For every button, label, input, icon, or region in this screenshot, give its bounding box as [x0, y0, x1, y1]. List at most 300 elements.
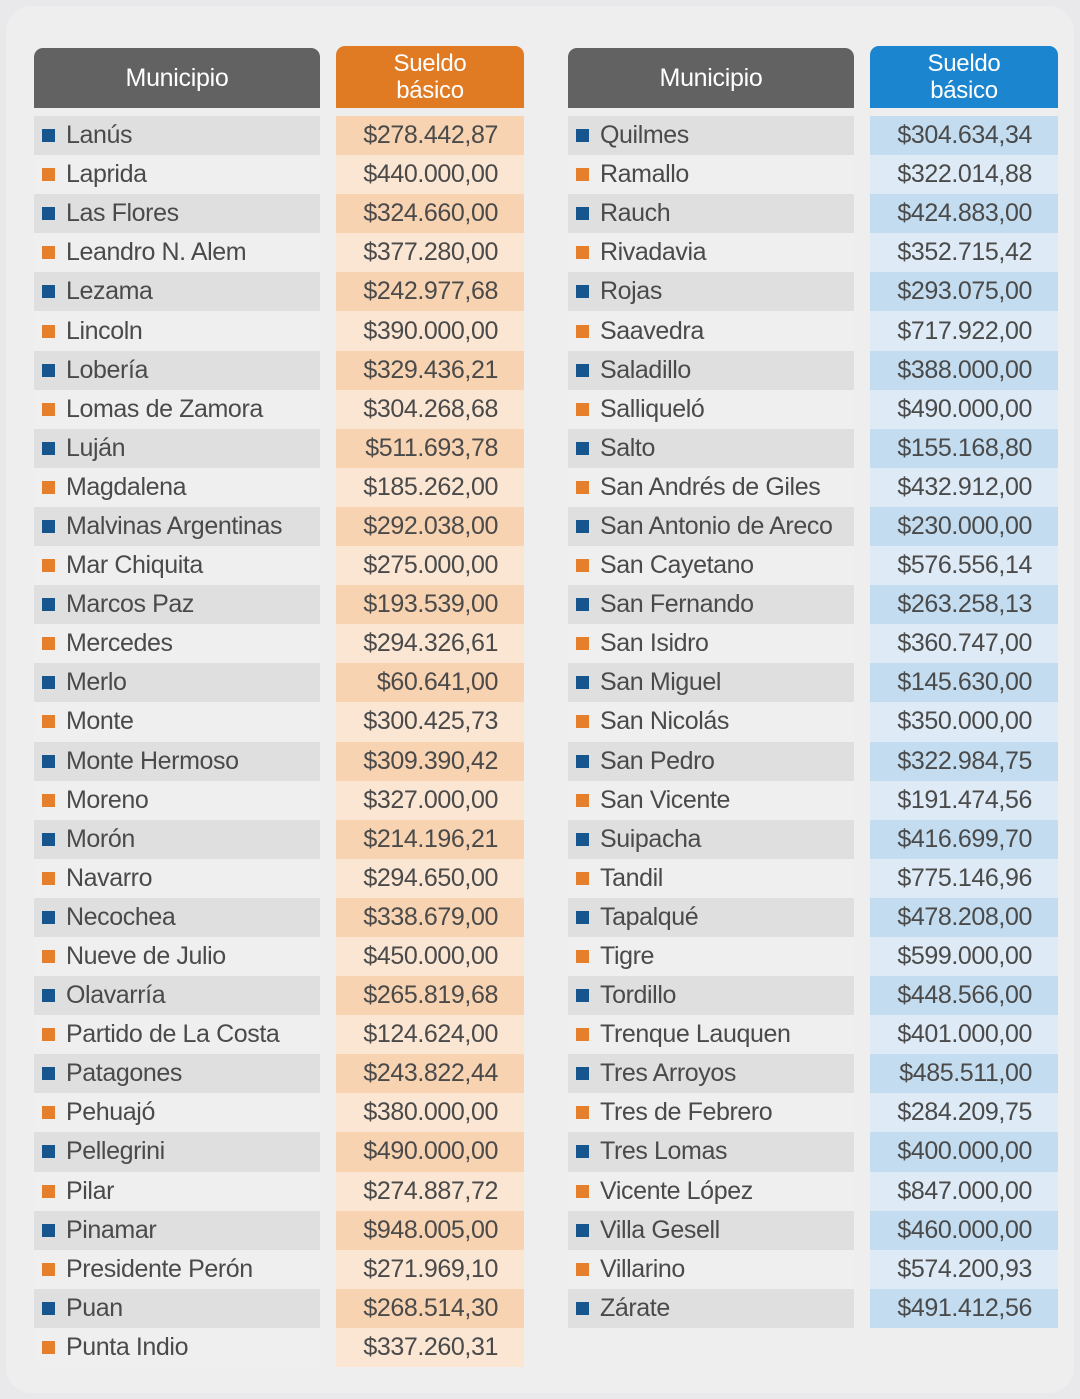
- table-row: [34, 1054, 524, 1093]
- table-row: [568, 742, 1058, 781]
- sueldo-value: $599.000,00: [870, 937, 1058, 976]
- municipio-cell: [34, 859, 320, 898]
- sueldo-value: $155.168,80: [870, 429, 1058, 468]
- table-row: [568, 546, 1058, 585]
- square-bullet-icon: [42, 872, 55, 885]
- sueldo-value: $490.000,00: [870, 390, 1058, 429]
- table-row: [34, 859, 524, 898]
- municipio-name: Patagones: [66, 1059, 182, 1088]
- table-row: [568, 624, 1058, 663]
- municipio-cell: [34, 546, 320, 585]
- municipio-cell: [568, 1172, 854, 1211]
- municipio-cell: [34, 116, 320, 155]
- square-bullet-icon: [42, 285, 55, 298]
- municipio-cell: [34, 1250, 320, 1289]
- municipio-name: Punta Indio: [66, 1332, 189, 1361]
- municipio-name: Pehuajó: [66, 1098, 155, 1127]
- municipio-name: Mar Chiquita: [66, 551, 203, 580]
- municipio-name: Villa Gesell: [600, 1215, 720, 1244]
- square-bullet-icon: [42, 833, 55, 846]
- square-bullet-icon: [42, 559, 55, 572]
- square-bullet-icon: [42, 950, 55, 963]
- sueldo-value: $191.474,56: [870, 781, 1058, 820]
- table-row: [34, 468, 524, 507]
- municipio-cell: [568, 546, 854, 585]
- municipio-name: Quilmes: [600, 121, 689, 150]
- square-bullet-icon: [42, 676, 55, 689]
- sueldo-value: $448.566,00: [870, 976, 1058, 1015]
- square-bullet-icon: [576, 794, 589, 807]
- municipio-name: San Cayetano: [600, 551, 754, 580]
- table-row: [34, 311, 524, 350]
- sueldo-value: $380.000,00: [336, 1093, 524, 1132]
- sueldo-value: $511.693,78: [336, 429, 524, 468]
- municipio-name: Lomas de Zamora: [66, 394, 263, 423]
- municipio-name: Tres de Febrero: [600, 1098, 773, 1127]
- sueldo-value: $322.984,75: [870, 742, 1058, 781]
- table-row: [34, 390, 524, 429]
- table-row: [568, 937, 1058, 976]
- square-bullet-icon: [42, 168, 55, 181]
- table-row: [34, 272, 524, 311]
- square-bullet-icon: [576, 442, 589, 455]
- table-row: [34, 1015, 524, 1054]
- table-row: [34, 742, 524, 781]
- municipio-name: Marcos Paz: [66, 590, 194, 619]
- municipio-cell: [568, 233, 854, 272]
- table-row: [568, 1211, 1058, 1250]
- municipio-name: Luján: [66, 433, 126, 462]
- municipio-name: San Andrés de Giles: [600, 472, 821, 501]
- square-bullet-icon: [42, 989, 55, 1002]
- municipio-name: Merlo: [66, 668, 127, 697]
- table-row: [568, 1093, 1058, 1132]
- square-bullet-icon: [576, 989, 589, 1002]
- municipio-cell: [34, 1093, 320, 1132]
- municipio-cell: [34, 194, 320, 233]
- square-bullet-icon: [42, 1106, 55, 1119]
- municipio-cell: [34, 585, 320, 624]
- sueldo-value: $324.660,00: [336, 194, 524, 233]
- square-bullet-icon: [576, 872, 589, 885]
- sueldo-value: $294.650,00: [336, 859, 524, 898]
- municipio-cell: [34, 351, 320, 390]
- table-row: [568, 429, 1058, 468]
- municipio-name: Moreno: [66, 785, 149, 814]
- sueldo-value: $304.634,34: [870, 116, 1058, 155]
- sueldo-value: $193.539,00: [336, 585, 524, 624]
- municipio-name: Lezama: [66, 277, 153, 306]
- municipio-name: Olavarría: [66, 981, 166, 1010]
- table-row: [34, 1250, 524, 1289]
- table-row: [568, 311, 1058, 350]
- square-bullet-icon: [576, 1185, 589, 1198]
- sueldo-value: $485.511,00: [870, 1054, 1058, 1093]
- salary-card: [6, 6, 1074, 1393]
- municipio-name: Saavedra: [600, 316, 704, 345]
- table-row: [568, 233, 1058, 272]
- municipio-cell: [568, 898, 854, 937]
- municipio-cell: [568, 663, 854, 702]
- square-bullet-icon: [576, 481, 589, 494]
- table-row: [568, 898, 1058, 937]
- table-row: [34, 820, 524, 859]
- square-bullet-icon: [42, 715, 55, 728]
- sueldo-value: $292.038,00: [336, 507, 524, 546]
- sueldo-value: $390.000,00: [336, 311, 524, 350]
- right-salary-table: [568, 46, 1058, 1328]
- municipio-cell: [34, 820, 320, 859]
- sueldo-value: $294.326,61: [336, 624, 524, 663]
- sueldo-value: $214.196,21: [336, 820, 524, 859]
- municipio-name: San Miguel: [600, 668, 722, 697]
- square-bullet-icon: [576, 168, 589, 181]
- municipio-name: Tordillo: [600, 981, 676, 1010]
- sueldo-value: $440.000,00: [336, 155, 524, 194]
- square-bullet-icon: [42, 442, 55, 455]
- table-row: [34, 1172, 524, 1211]
- municipio-name: San Fernando: [600, 590, 754, 619]
- municipio-name: Lobería: [66, 355, 148, 384]
- sueldo-value: $337.260,31: [336, 1328, 524, 1367]
- municipio-name: Rivadavia: [600, 238, 707, 267]
- sueldo-value: $145.630,00: [870, 663, 1058, 702]
- square-bullet-icon: [576, 715, 589, 728]
- sueldo-value: $329.436,21: [336, 351, 524, 390]
- table-row: [34, 624, 524, 663]
- municipio-name: Rauch: [600, 199, 671, 228]
- sueldo-value: $327.000,00: [336, 781, 524, 820]
- sueldo-value: $275.000,00: [336, 546, 524, 585]
- square-bullet-icon: [576, 833, 589, 846]
- square-bullet-icon: [42, 481, 55, 494]
- municipio-name: Villarino: [600, 1254, 685, 1283]
- municipio-name: Morón: [66, 824, 135, 853]
- municipio-cell: [34, 1132, 320, 1171]
- sueldo-value: $284.209,75: [870, 1093, 1058, 1132]
- municipio-column-header: Municipio: [568, 48, 854, 108]
- table-row: [34, 194, 524, 233]
- municipio-name: Nueve de Julio: [66, 942, 226, 971]
- sueldo-value: $268.514,30: [336, 1289, 524, 1328]
- square-bullet-icon: [42, 794, 55, 807]
- municipio-cell: [568, 1015, 854, 1054]
- square-bullet-icon: [576, 950, 589, 963]
- municipio-name: Rojas: [600, 277, 662, 306]
- municipio-name: San Vicente: [600, 785, 730, 814]
- square-bullet-icon: [42, 637, 55, 650]
- table-row: [34, 546, 524, 585]
- table-row: [568, 663, 1058, 702]
- square-bullet-icon: [42, 1185, 55, 1198]
- municipio-cell: [34, 429, 320, 468]
- municipio-cell: [568, 742, 854, 781]
- municipio-name: San Isidro: [600, 629, 709, 658]
- municipio-name: Saladillo: [600, 355, 691, 384]
- municipio-name: Tigre: [600, 942, 655, 971]
- table-row: [568, 390, 1058, 429]
- municipio-name: Suipacha: [600, 824, 702, 853]
- municipio-cell: [34, 1054, 320, 1093]
- municipio-name: Lanús: [66, 121, 133, 150]
- sueldo-value: $401.000,00: [870, 1015, 1058, 1054]
- sueldo-value: $352.715,42: [870, 233, 1058, 272]
- sueldo-value: $400.000,00: [870, 1132, 1058, 1171]
- municipio-name: Pellegrini: [66, 1137, 165, 1166]
- municipio-name: Pinamar: [66, 1215, 157, 1244]
- square-bullet-icon: [42, 520, 55, 533]
- sueldo-value: $478.208,00: [870, 898, 1058, 937]
- table-row: [568, 155, 1058, 194]
- sueldo-value: $948.005,00: [336, 1211, 524, 1250]
- sueldo-value: $490.000,00: [336, 1132, 524, 1171]
- sueldo-column-header-label: Sueldo básico: [393, 50, 467, 104]
- sueldo-column-header: [870, 46, 1058, 108]
- municipio-column-header: Municipio: [34, 48, 320, 108]
- municipio-cell: [568, 311, 854, 350]
- table-row: [34, 233, 524, 272]
- municipio-cell: [34, 272, 320, 311]
- table-row: [568, 859, 1058, 898]
- square-bullet-icon: [576, 364, 589, 377]
- square-bullet-icon: [576, 676, 589, 689]
- sueldo-value: $388.000,00: [870, 351, 1058, 390]
- square-bullet-icon: [42, 1145, 55, 1158]
- municipio-cell: [568, 624, 854, 663]
- municipio-name: Puan: [66, 1293, 123, 1322]
- municipio-cell: [34, 390, 320, 429]
- sueldo-value: $460.000,00: [870, 1211, 1058, 1250]
- table-row: [34, 351, 524, 390]
- municipio-name: Lincoln: [66, 316, 143, 345]
- sueldo-value: $717.922,00: [870, 311, 1058, 350]
- square-bullet-icon: [42, 1224, 55, 1237]
- square-bullet-icon: [42, 1067, 55, 1080]
- sueldo-value: $293.075,00: [870, 272, 1058, 311]
- square-bullet-icon: [576, 246, 589, 259]
- municipio-cell: [568, 116, 854, 155]
- table-row: [34, 1328, 524, 1367]
- table-row: [34, 429, 524, 468]
- municipio-name: Malvinas Argentinas: [66, 511, 283, 540]
- square-bullet-icon: [576, 559, 589, 572]
- municipio-cell: [34, 702, 320, 741]
- sueldo-value: $124.624,00: [336, 1015, 524, 1054]
- municipio-name: Tapalqué: [600, 902, 699, 931]
- sueldo-value: $322.014,88: [870, 155, 1058, 194]
- municipio-name: Presidente Perón: [66, 1254, 253, 1283]
- municipio-name: Tres Lomas: [600, 1137, 728, 1166]
- table-row: [568, 1054, 1058, 1093]
- square-bullet-icon: [576, 207, 589, 220]
- municipio-cell: [568, 1250, 854, 1289]
- sueldo-value: $450.000,00: [336, 937, 524, 976]
- sueldo-value: $274.887,72: [336, 1172, 524, 1211]
- sueldo-column-header-label: Sueldo básico: [927, 50, 1001, 104]
- table-row: [568, 781, 1058, 820]
- table-row: [34, 585, 524, 624]
- municipio-name: Trenque Lauquen: [600, 1020, 791, 1049]
- municipio-name: Mercedes: [66, 629, 173, 658]
- sueldo-value: $309.390,42: [336, 742, 524, 781]
- table-row: [568, 1289, 1058, 1328]
- square-bullet-icon: [576, 637, 589, 650]
- table-row: [568, 976, 1058, 1015]
- sueldo-value: $416.699,70: [870, 820, 1058, 859]
- municipio-name: Tandil: [600, 863, 663, 892]
- municipio-cell: [568, 585, 854, 624]
- table-row: [34, 976, 524, 1015]
- sueldo-value: $338.679,00: [336, 898, 524, 937]
- municipio-name: Salto: [600, 433, 655, 462]
- municipio-cell: [34, 937, 320, 976]
- square-bullet-icon: [576, 1302, 589, 1315]
- municipio-cell: [568, 1093, 854, 1132]
- municipio-cell: [568, 859, 854, 898]
- sueldo-value: $60.641,00: [336, 663, 524, 702]
- table-row: [34, 663, 524, 702]
- municipio-name: Laprida: [66, 160, 147, 189]
- sueldo-value: $491.412,56: [870, 1289, 1058, 1328]
- sueldo-value: $243.822,44: [336, 1054, 524, 1093]
- municipio-cell: [568, 194, 854, 233]
- table-row: [568, 1250, 1058, 1289]
- municipio-cell: [568, 351, 854, 390]
- sueldo-value: $300.425,73: [336, 702, 524, 741]
- municipio-cell: [34, 624, 320, 663]
- municipio-cell: [568, 429, 854, 468]
- municipio-name: Pilar: [66, 1176, 115, 1205]
- municipio-cell: [34, 507, 320, 546]
- sueldo-value: $185.262,00: [336, 468, 524, 507]
- square-bullet-icon: [42, 1302, 55, 1315]
- municipio-name: Navarro: [66, 863, 153, 892]
- sueldo-column-header: [336, 46, 524, 108]
- square-bullet-icon: [576, 1224, 589, 1237]
- sueldo-value: $304.268,68: [336, 390, 524, 429]
- sueldo-value: $230.000,00: [870, 507, 1058, 546]
- table-row: [568, 116, 1058, 155]
- table-row: [34, 702, 524, 741]
- municipio-cell: [568, 468, 854, 507]
- sueldo-value: $574.200,93: [870, 1250, 1058, 1289]
- municipio-name: Zárate: [600, 1293, 670, 1322]
- sueldo-value: $424.883,00: [870, 194, 1058, 233]
- municipio-name: Vicente López: [600, 1176, 753, 1205]
- municipio-name: Monte Hermoso: [66, 746, 239, 775]
- municipio-name: Tres Arroyos: [600, 1059, 736, 1088]
- table-row: [34, 507, 524, 546]
- table-row: [34, 116, 524, 155]
- square-bullet-icon: [42, 325, 55, 338]
- municipio-name: Las Flores: [66, 199, 179, 228]
- square-bullet-icon: [576, 755, 589, 768]
- municipio-name: Leandro N. Alem: [66, 238, 247, 267]
- left-table-rows: [34, 116, 524, 1367]
- table-row: [568, 1015, 1058, 1054]
- sueldo-value: $576.556,14: [870, 546, 1058, 585]
- table-row: [568, 194, 1058, 233]
- square-bullet-icon: [576, 911, 589, 924]
- table-row: [34, 1093, 524, 1132]
- table-row: [34, 781, 524, 820]
- sueldo-value: $242.977,68: [336, 272, 524, 311]
- table-row: [34, 1132, 524, 1171]
- municipio-cell: [34, 1172, 320, 1211]
- municipio-name: Magdalena: [66, 472, 187, 501]
- table-row: [34, 1211, 524, 1250]
- sueldo-value: $432.912,00: [870, 468, 1058, 507]
- municipio-cell: [34, 898, 320, 937]
- square-bullet-icon: [42, 207, 55, 220]
- municipio-cell: [568, 155, 854, 194]
- municipio-cell: [34, 663, 320, 702]
- table-row: [568, 468, 1058, 507]
- square-bullet-icon: [576, 129, 589, 142]
- square-bullet-icon: [576, 520, 589, 533]
- square-bullet-icon: [576, 1067, 589, 1080]
- square-bullet-icon: [576, 285, 589, 298]
- municipio-cell: [568, 937, 854, 976]
- sueldo-value: $847.000,00: [870, 1172, 1058, 1211]
- municipio-name: San Antonio de Areco: [600, 511, 833, 540]
- municipio-name: Necochea: [66, 902, 176, 931]
- municipio-cell: [34, 976, 320, 1015]
- municipio-cell: [34, 311, 320, 350]
- left-salary-table: [34, 46, 524, 1367]
- square-bullet-icon: [576, 598, 589, 611]
- sueldo-value: $278.442,87: [336, 116, 524, 155]
- square-bullet-icon: [42, 1341, 55, 1354]
- table-row: [568, 272, 1058, 311]
- sueldo-value: $377.280,00: [336, 233, 524, 272]
- municipio-cell: [568, 702, 854, 741]
- table-row: [568, 1172, 1058, 1211]
- sueldo-value: $350.000,00: [870, 702, 1058, 741]
- right-table-header: [568, 46, 1058, 108]
- sueldo-value: $271.969,10: [336, 1250, 524, 1289]
- municipio-name: Salliqueló: [600, 394, 705, 423]
- municipio-name: San Nicolás: [600, 707, 729, 736]
- square-bullet-icon: [42, 1263, 55, 1276]
- square-bullet-icon: [576, 325, 589, 338]
- table-row: [34, 898, 524, 937]
- square-bullet-icon: [42, 246, 55, 259]
- municipio-cell: [568, 390, 854, 429]
- municipio-cell: [568, 781, 854, 820]
- municipio-cell: [568, 1132, 854, 1171]
- municipio-name: Partido de La Costa: [66, 1020, 280, 1049]
- square-bullet-icon: [42, 403, 55, 416]
- sueldo-value: $265.819,68: [336, 976, 524, 1015]
- table-row: [34, 1289, 524, 1328]
- municipio-name: San Pedro: [600, 746, 715, 775]
- square-bullet-icon: [42, 911, 55, 924]
- table-row: [568, 820, 1058, 859]
- table-row: [34, 155, 524, 194]
- square-bullet-icon: [42, 598, 55, 611]
- municipio-cell: [568, 507, 854, 546]
- municipio-cell: [568, 976, 854, 1015]
- right-table-rows: [568, 116, 1058, 1328]
- municipio-cell: [568, 1211, 854, 1250]
- municipio-cell: [34, 468, 320, 507]
- municipio-cell: [34, 1289, 320, 1328]
- square-bullet-icon: [42, 755, 55, 768]
- square-bullet-icon: [576, 1106, 589, 1119]
- square-bullet-icon: [42, 364, 55, 377]
- table-row: [568, 1132, 1058, 1171]
